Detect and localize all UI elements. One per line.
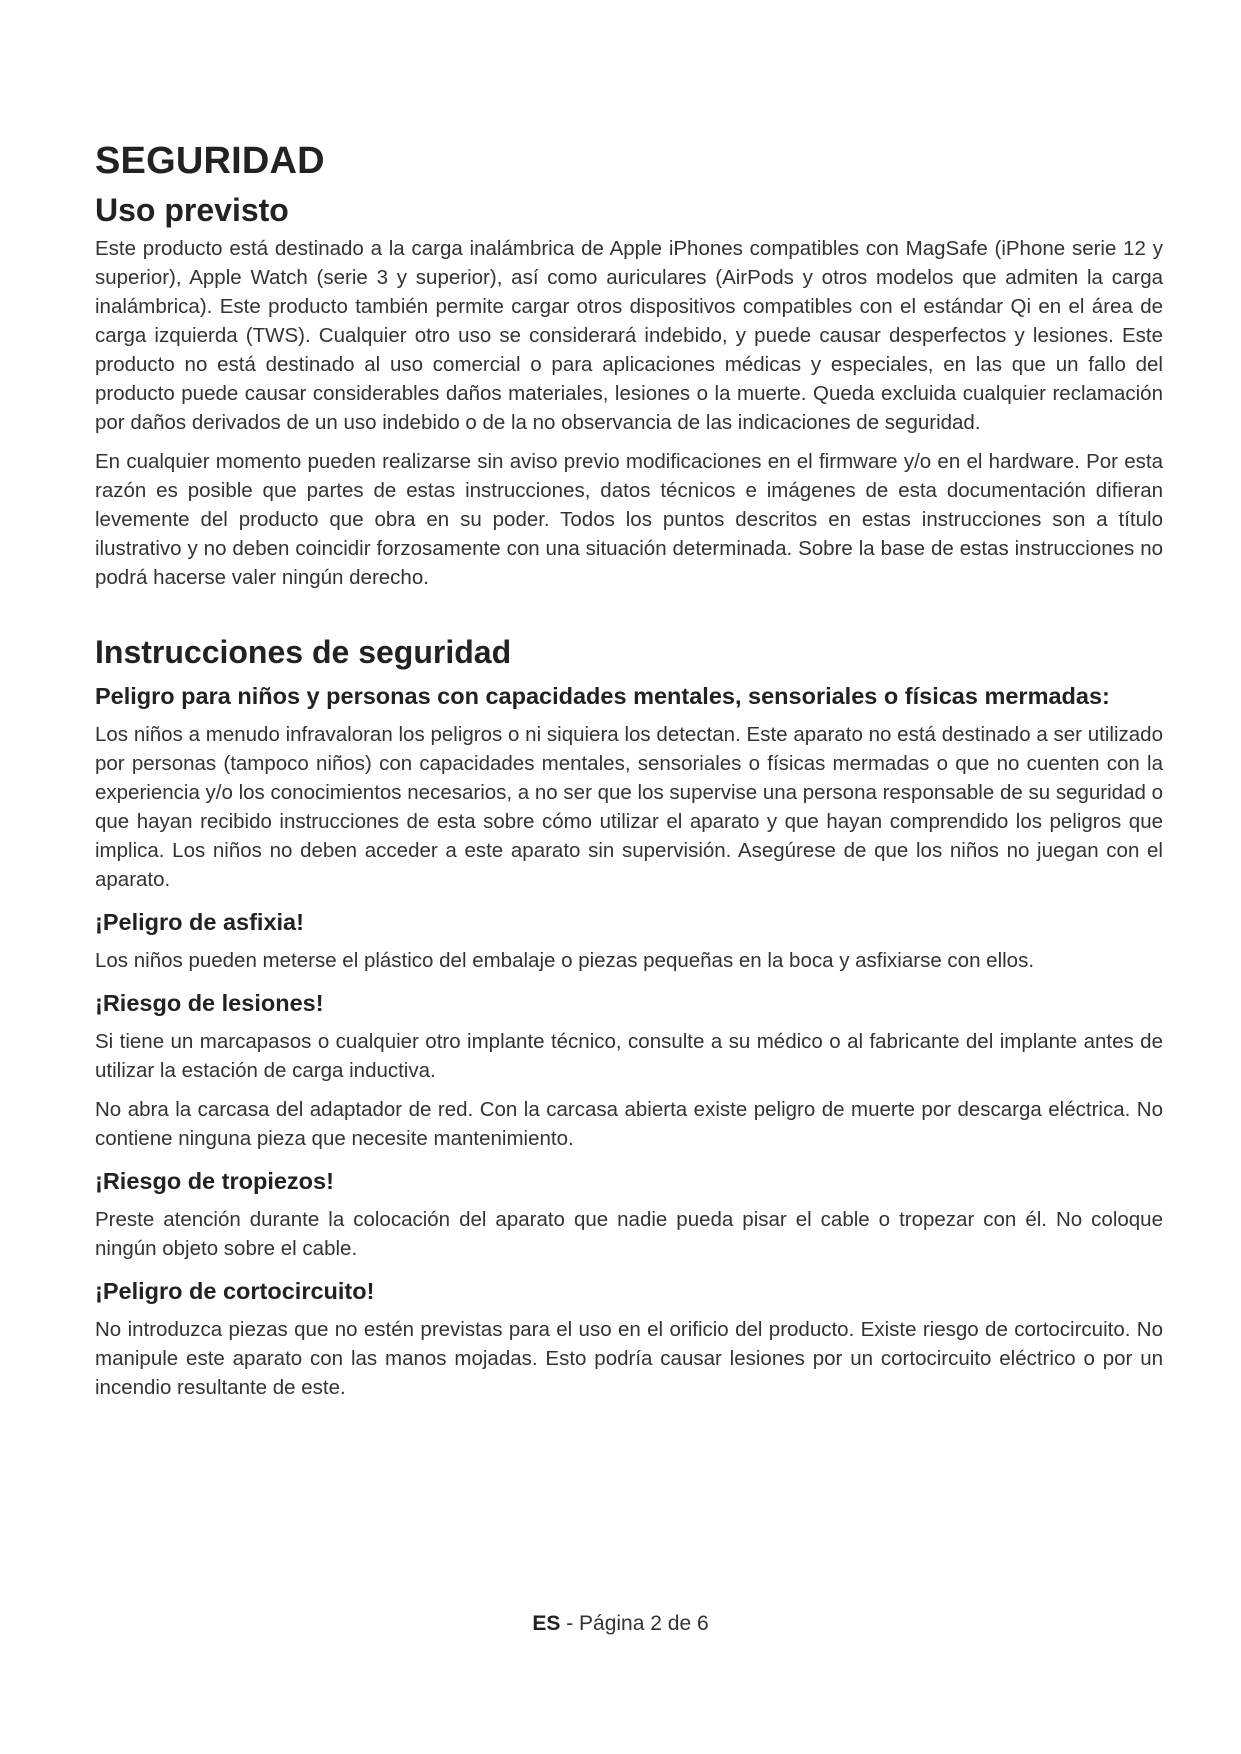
children-danger-heading: Peligro para niños y personas con capacidades mentales, sensoriales o físicas mermadas: [95, 683, 1110, 709]
safety-instructions-heading: Instrucciones de seguridad [95, 634, 512, 670]
injury-text-pacemaker: Si tiene un marcapasos o cualquier otro implante técnico, consulte a su médico o al fabricante del implante antes de utilizar la estación de carga inductiva. [95, 1030, 1163, 1082]
footer-page-number: - Página 2 de 6 [560, 1612, 709, 1635]
intended-use-paragraph-1: Este producto está destinado a la carga inalámbrica de Apple iPhones compatibles con MagSafe (iPhone serie 12 y superior), Apple Watch (serie 3 y superior), así como auriculares (AirPods y otros modelos que admiten la carga inalámbrica). Este producto también permite cargar otros dispositivos compatibles con el estándar Qi en el área de carga izquierda (TWS). Cualquier otro uso se considerará indebido, y puede causar desperfectos y lesiones. Este producto no está destinado al uso comercial o para aplicaciones médicas y especiales, en las que un fallo del producto puede causar considerables daños materiales, lesiones o la muerte. Queda excluida cualquier reclamación por daños derivados de un uso indebido o de la no observancia de las indicaciones de seguridad. [95, 237, 1163, 434]
injury-text-housing: No abra la carcasa del adaptador de red. Con la carcasa abierta existe peligro de muerte por descarga eléctrica. No contiene ninguna pieza que necesite mantenimiento. [95, 1098, 1163, 1150]
short-circuit-heading: ¡Peligro de cortocircuito! [95, 1278, 375, 1304]
document-page [95, 138, 1163, 1412]
short-circuit-text: No introduzca piezas que no estén previstas para el uso en el orificio del producto. Existe riesgo de cortocircuito. No manipule este aparato con las manos mojadas. Esto podría causar lesiones por un cortocircuito eléctrico o por un incendio resultante de este. [95, 1318, 1163, 1399]
tripping-heading: ¡Riesgo de tropiezos! [95, 1168, 334, 1194]
suffocation-text: Los niños pueden meterse el plástico del embalaje o piezas pequeñas en la boca y asfixiarse con ellos. [95, 949, 1035, 972]
tripping-text: Preste atención durante la colocación del aparato que nadie pueda pisar el cable o tropezar con él. No coloque ningún objeto sobre el cable. [95, 1208, 1163, 1260]
injury-heading: ¡Riesgo de lesiones! [95, 990, 324, 1016]
page-title: SEGURIDAD [95, 140, 325, 182]
footer-language: ES [532, 1612, 561, 1635]
children-danger-text: Los niños a menudo infravaloran los peligros o ni siquiera los detectan. Este aparato no está destinado a ser utilizado por personas (tampoco niños) con capacidades mentales, sensoriales o físicas mermadas o que no cuenten con la experiencia y/o los conocimientos necesarios, a no ser que los supervise una persona responsable de su seguridad o que hayan recibido instrucciones de esta sobre cómo utilizar el aparato y que hayan comprendido los peligros que implica. Los niños no deben acceder a este aparato sin supervisión. Asegúrese de que los niños no juegan con el aparato. [95, 723, 1163, 891]
suffocation-heading: ¡Peligro de asfixia! [95, 909, 304, 935]
page-footer [0, 1612, 1241, 1636]
intended-use-paragraph-2: En cualquier momento pueden realizarse sin aviso previo modificaciones en el firmware y/o en el hardware. Por esta razón es posible que partes de estas instrucciones, datos técnicos e imágenes de esta documentación difieran levemente del producto que obra en su poder. Todos los puntos descritos en estas instrucciones son a título ilustrativo y no deben coincidir forzosamente con una situación determinada. Sobre la base de estas instrucciones no podrá hacerse valer ningún derecho. [95, 450, 1163, 589]
intended-use-heading: Uso previsto [95, 192, 289, 228]
